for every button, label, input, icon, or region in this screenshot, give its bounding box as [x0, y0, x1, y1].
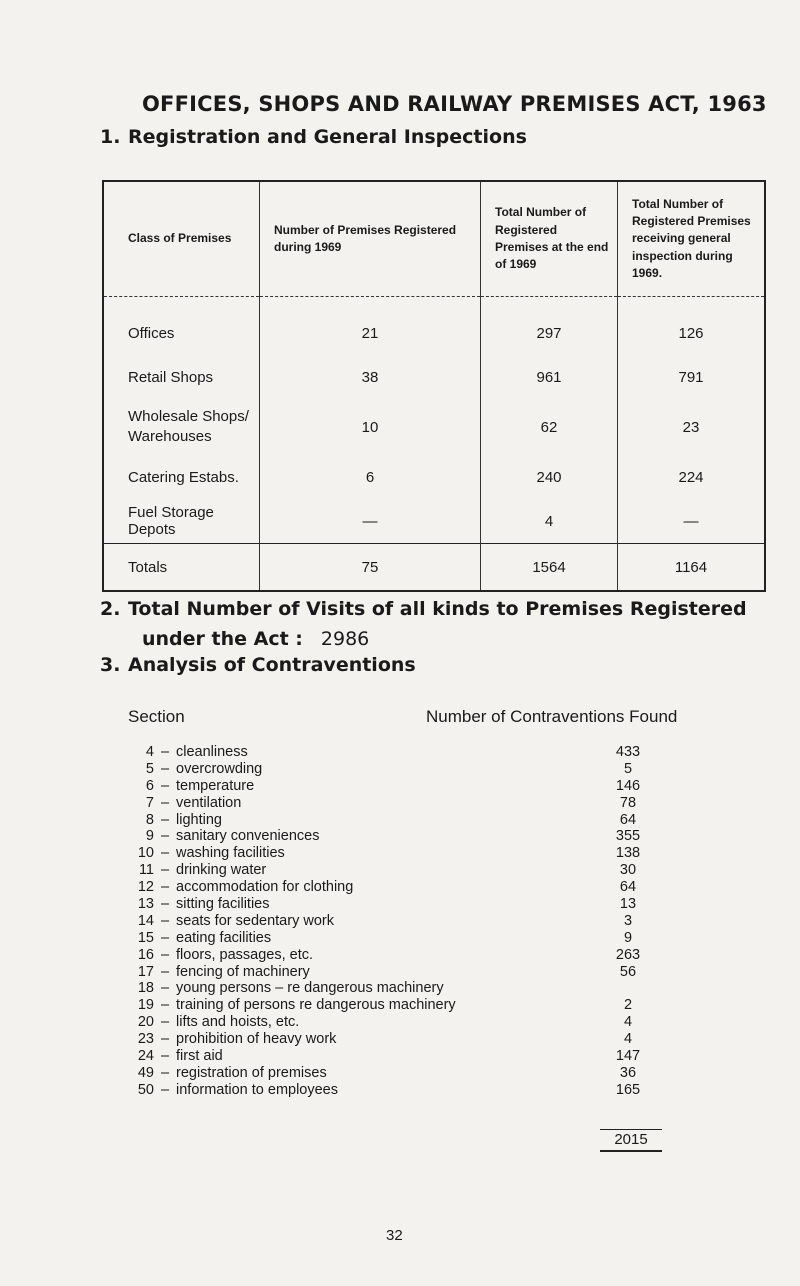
item-description: lighting: [176, 811, 222, 828]
item-dash: –: [160, 1031, 170, 1048]
row-class: Wholesale Shops/ Warehouses: [128, 407, 249, 445]
item-section-number: 10: [137, 845, 154, 862]
list-item: [128, 862, 688, 879]
item-count: 78: [619, 794, 637, 811]
registration-table: [102, 180, 766, 592]
item-count: 13: [619, 896, 637, 913]
item-description: eating facilities: [176, 929, 272, 946]
item-dash: –: [160, 1048, 170, 1065]
row-inspected: 126: [618, 297, 766, 356]
item-dash: –: [160, 845, 170, 862]
item-dash: –: [160, 879, 170, 896]
item-section-number: 9: [145, 828, 154, 845]
item-count: 146: [615, 777, 641, 794]
item-dash: –: [160, 794, 170, 811]
section1-heading: [100, 126, 527, 148]
item-section-number: 23: [137, 1031, 154, 1048]
header-class-of-premises: Class of Premises: [103, 181, 260, 297]
item-count: 5: [623, 760, 633, 777]
item-dash: –: [160, 963, 170, 980]
list-item: [128, 1014, 688, 1031]
row-inspected: 224: [618, 455, 766, 499]
item-description: first aid: [176, 1048, 223, 1065]
row-inspected: —: [618, 499, 766, 544]
list-item: [128, 997, 688, 1014]
list-item: [128, 1082, 688, 1099]
item-description: drinking water: [176, 862, 267, 879]
row-registered: 21: [260, 297, 481, 356]
item-count: 30: [619, 862, 637, 879]
item-section-number: 18: [137, 980, 154, 997]
item-count: 36: [619, 1064, 637, 1081]
section1-title: Registration and General Inspections: [128, 126, 527, 148]
item-description: seats for sedentary work: [176, 912, 334, 929]
item-count: 165: [615, 1081, 641, 1098]
item-dash: –: [160, 760, 170, 777]
list-item: [128, 744, 688, 761]
item-section-number: 14: [137, 912, 154, 929]
list-item: [128, 1031, 688, 1048]
item-dash: –: [160, 828, 170, 845]
row-class: Offices: [128, 324, 175, 342]
item-description: washing facilities: [176, 845, 285, 862]
page-title: OFFICES, SHOPS AND RAILWAY PREMISES ACT, 1963: [142, 92, 767, 116]
item-count: 147: [615, 1048, 641, 1065]
item-section-number: 15: [137, 929, 154, 946]
item-section-number: 19: [137, 997, 154, 1014]
item-description: registration of premises: [176, 1064, 327, 1081]
list-item: [128, 845, 688, 862]
item-dash: –: [160, 862, 170, 879]
item-count: 56: [619, 963, 637, 980]
totals-total: 1564: [481, 544, 618, 592]
row-registered: —: [260, 499, 481, 544]
section2-line1: Total Number of Visits of all kinds to Premises Registered: [128, 598, 747, 620]
item-count: 4: [623, 1031, 633, 1048]
row-registered: 6: [260, 455, 481, 499]
item-dash: –: [160, 744, 170, 760]
item-dash: –: [160, 929, 170, 946]
item-description: young persons – re dangerous machinery: [176, 980, 444, 997]
section1-number: 1.: [100, 126, 121, 148]
list-item: [128, 930, 688, 947]
item-description: floors, passages, etc.: [176, 946, 314, 963]
column-header-section: Section: [128, 707, 185, 726]
table-row: [103, 355, 765, 399]
contraventions-list: [128, 744, 688, 1099]
item-count: 138: [615, 845, 641, 862]
table-row: [103, 297, 765, 356]
item-description: training of persons re dangerous machinery: [176, 997, 456, 1014]
section2-line2-wrap: [142, 628, 369, 650]
item-section-number: 5: [145, 760, 154, 777]
header-inspected: Total Number of Registered Premises receiving general inspection during 1969.: [618, 181, 766, 297]
list-item: [128, 1065, 688, 1082]
item-dash: –: [160, 946, 170, 963]
list-item: [128, 913, 688, 930]
list-item: [128, 1048, 688, 1065]
row-total: 297: [481, 297, 618, 356]
item-count: 3: [623, 912, 633, 929]
item-section-number: 11: [138, 862, 154, 879]
row-total: 62: [481, 399, 618, 455]
totals-registered: 75: [260, 544, 481, 592]
list-item: [128, 761, 688, 778]
item-section-number: 12: [137, 879, 154, 896]
list-item: [128, 947, 688, 964]
item-section-number: 8: [145, 811, 154, 828]
item-count: 2: [623, 997, 633, 1014]
row-class: Retail Shops: [128, 368, 214, 386]
list-item: [128, 879, 688, 896]
item-dash: –: [160, 997, 170, 1014]
item-count: 4: [623, 1014, 633, 1031]
list-item: [128, 964, 688, 981]
contraventions-total: 2015: [600, 1129, 662, 1152]
row-total: 4: [481, 499, 618, 544]
item-dash: –: [160, 896, 170, 913]
column-header-count: Number of Contraventions Found: [426, 707, 678, 726]
total-visits-value: 2986: [320, 628, 370, 650]
item-dash: –: [160, 1064, 170, 1081]
item-count: 433: [615, 744, 641, 760]
totals-inspected: 1164: [618, 544, 766, 592]
item-description: overcrowding: [176, 760, 263, 777]
item-dash: –: [160, 1081, 170, 1098]
item-dash: –: [160, 980, 170, 997]
item-description: lifts and hoists, etc.: [176, 1014, 300, 1031]
list-item: [128, 795, 688, 812]
item-dash: –: [160, 811, 170, 828]
item-count: 64: [619, 811, 637, 828]
item-count: 9: [623, 929, 633, 946]
item-count: 64: [619, 879, 637, 896]
item-dash: –: [160, 777, 170, 794]
item-description: cleanliness: [176, 744, 248, 760]
section2-line2: under the Act :: [142, 628, 303, 650]
list-item: [128, 828, 688, 845]
row-class: Catering Estabs.: [128, 468, 239, 486]
item-dash: –: [160, 912, 170, 929]
table-header-row: [103, 181, 765, 297]
item-description: temperature: [176, 777, 255, 794]
list-item: [128, 980, 688, 997]
row-inspected: 23: [618, 399, 766, 455]
table-row: [103, 499, 765, 544]
item-description: sanitary conveniences: [176, 828, 320, 845]
item-section-number: 6: [145, 777, 154, 794]
row-total: 961: [481, 355, 618, 399]
row-class: Fuel Storage Depots: [128, 504, 214, 538]
item-section-number: 13: [137, 896, 154, 913]
item-dash: –: [160, 1014, 170, 1031]
section2-number: 2.: [100, 598, 121, 620]
section3-number: 3.: [100, 654, 121, 676]
list-item: [128, 896, 688, 913]
list-item: [128, 778, 688, 795]
item-description: information to employees: [176, 1081, 338, 1098]
table-totals-row: [103, 544, 765, 592]
row-registered: 38: [260, 355, 481, 399]
section2-heading: [100, 598, 747, 620]
item-description: ventilation: [176, 794, 242, 811]
item-description: sitting facilities: [176, 896, 270, 913]
section3-title: Analysis of Contraventions: [128, 654, 416, 676]
item-section-number: 17: [137, 963, 154, 980]
row-registered: 10: [260, 399, 481, 455]
item-section-number: 4: [145, 744, 154, 760]
header-total-registered: Total Number of Registered Premises at the end of 1969: [481, 181, 618, 297]
totals-label: Totals: [103, 544, 260, 592]
item-section-number: 16: [137, 946, 154, 963]
item-section-number: 49: [137, 1064, 154, 1081]
item-section-number: 24: [137, 1048, 154, 1065]
item-count: 355: [615, 828, 641, 845]
item-section-number: 50: [137, 1081, 154, 1098]
page-number: 32: [386, 1227, 403, 1244]
header-registered-during: Number of Premises Registered during 1969: [260, 181, 481, 297]
row-total: 240: [481, 455, 618, 499]
item-section-number: 7: [145, 794, 154, 811]
row-inspected: 791: [618, 355, 766, 399]
item-description: accommodation for clothing: [176, 879, 354, 896]
section3-heading: [100, 654, 416, 676]
table-row: [103, 455, 765, 499]
list-item: [128, 812, 688, 829]
item-description: prohibition of heavy work: [176, 1031, 337, 1048]
item-description: fencing of machinery: [176, 963, 310, 980]
table-row: [103, 399, 765, 455]
item-section-number: 20: [137, 1014, 154, 1031]
item-count: 263: [615, 946, 641, 963]
